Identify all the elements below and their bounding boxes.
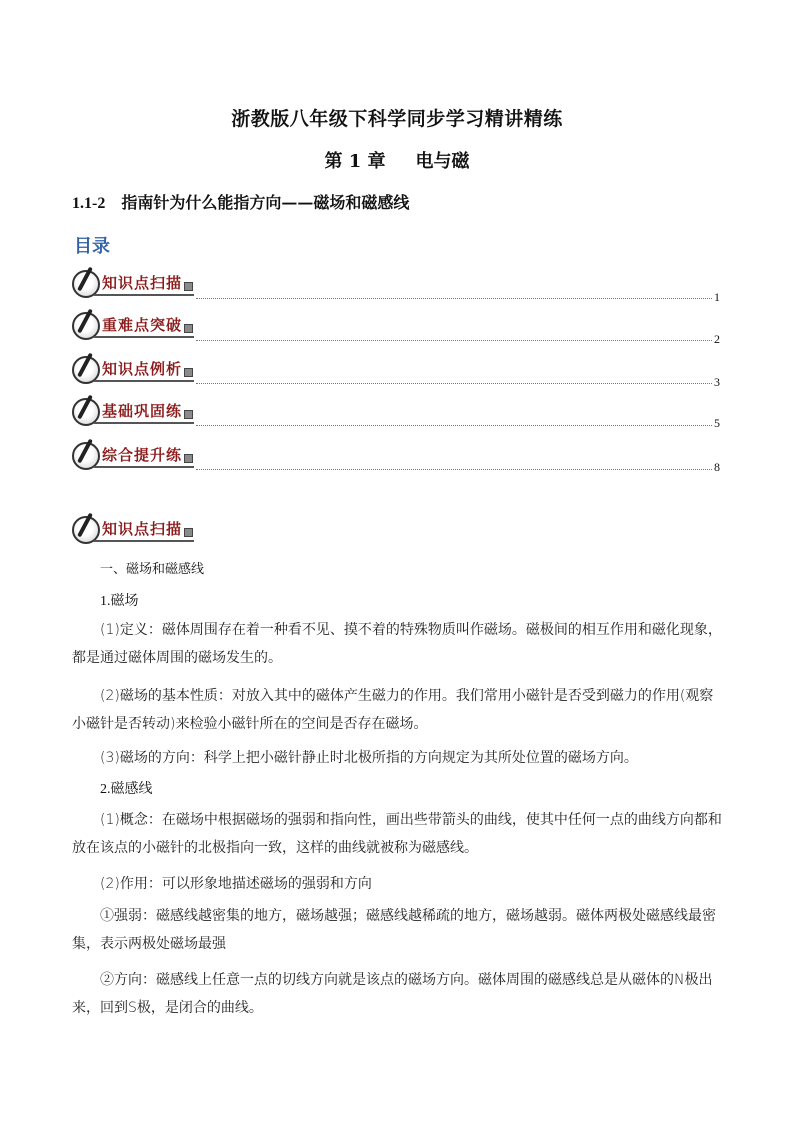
chapter-title [0, 147, 794, 173]
toc-item-badge[interactable] [72, 354, 196, 388]
toc-item-badge[interactable] [72, 310, 196, 344]
chapter-number: 第 1 章 [324, 151, 386, 172]
square-icon [184, 282, 193, 291]
underline [94, 540, 194, 542]
section-name: 指南针为什么能指方向——磁场和磁感线 [121, 193, 410, 212]
section-badge [72, 514, 196, 548]
square-icon [184, 454, 193, 463]
paragraph-direction: ②方向：磁感线上任意一点的切线方向就是该点的磁场方向。磁体周围的磁感线总是从磁体的N极出来，回到S极，是闭合的曲线。 [72, 972, 713, 1016]
toc-leader-dots [196, 425, 712, 426]
paragraph-definition: (1)定义：磁体周围存在着一种看不见、摸不着的特殊物质叫作磁场。磁极间的相互作用和磁化现象，都是通过磁体周围的磁场发生的。 [72, 622, 722, 666]
toc-item-label: 综合提升练 [102, 446, 183, 464]
underline [94, 466, 194, 468]
chapter-name: 电与磁 [415, 151, 470, 172]
section-title [72, 190, 409, 213]
square-icon [184, 368, 193, 377]
subheading-magnetic-field: 1.磁场 [100, 594, 139, 609]
square-icon [184, 324, 193, 333]
toc-page-number[interactable]: 1 [714, 290, 720, 304]
toc-leader-dots [196, 340, 712, 341]
paragraph-basic-property: (2)磁场的基本性质：对放入其中的磁体产生磁力的作用。我们常用小磁针是否受到磁力的作用(观察小磁针是否转动)来检验小磁针所在的空间是否存在磁场。 [72, 688, 714, 732]
underline [94, 422, 194, 424]
underline [94, 336, 194, 338]
square-icon [184, 410, 193, 419]
toc-page-number[interactable]: 5 [714, 416, 720, 430]
toc-page-number[interactable]: 3 [714, 375, 720, 389]
toc-leader-dots [196, 469, 712, 470]
section-number: 1.1-2 [72, 195, 106, 212]
toc-item-label: 重难点突破 [102, 316, 183, 334]
toc-page-number[interactable]: 2 [714, 332, 720, 346]
section-badge-label: 知识点扫描 [102, 520, 183, 538]
toc-item-label: 知识点例析 [102, 360, 183, 378]
toc-item-label: 知识点扫描 [102, 274, 183, 292]
toc-leader-dots [196, 383, 712, 384]
toc-item-label: 基础巩固练 [102, 402, 183, 420]
square-icon [184, 528, 193, 537]
content-heading: 一、磁场和磁感线 [100, 562, 205, 577]
toc-item-badge[interactable] [72, 440, 196, 474]
toc-leader-dots [196, 298, 712, 299]
paragraph-strength: ①强弱：磁感线越密集的地方，磁场越强；磁感线越稀疏的地方，磁场越弱。磁体两极处磁感线最密集，表示两极处磁场最强 [72, 908, 716, 952]
document-title: 浙教版八年级下科学同步学习精讲精练 [231, 108, 563, 130]
toc-heading: 目录 [74, 236, 110, 257]
toc-page-number[interactable]: 8 [714, 460, 720, 474]
paragraph-field-direction: (3)磁场的方向：科学上把小磁针静止时北极所指的方向规定为其所处位置的磁场方向。 [100, 750, 638, 766]
paragraph-concept: (1)概念：在磁场中根据磁场的强弱和指向性，画出些带箭头的曲线，使其中任何一点的曲线方向都和放在该点的小磁针的北极指向一致，这样的曲线就被称为磁感线。 [72, 812, 722, 856]
subheading-field-lines: 2.磁感线 [100, 782, 153, 797]
underline [94, 380, 194, 382]
underline [94, 294, 194, 296]
paragraph-purpose: (2)作用：可以形象地描述磁场的强弱和方向 [100, 876, 372, 892]
toc-item-badge[interactable] [72, 396, 196, 430]
toc-item-badge[interactable] [72, 268, 196, 302]
